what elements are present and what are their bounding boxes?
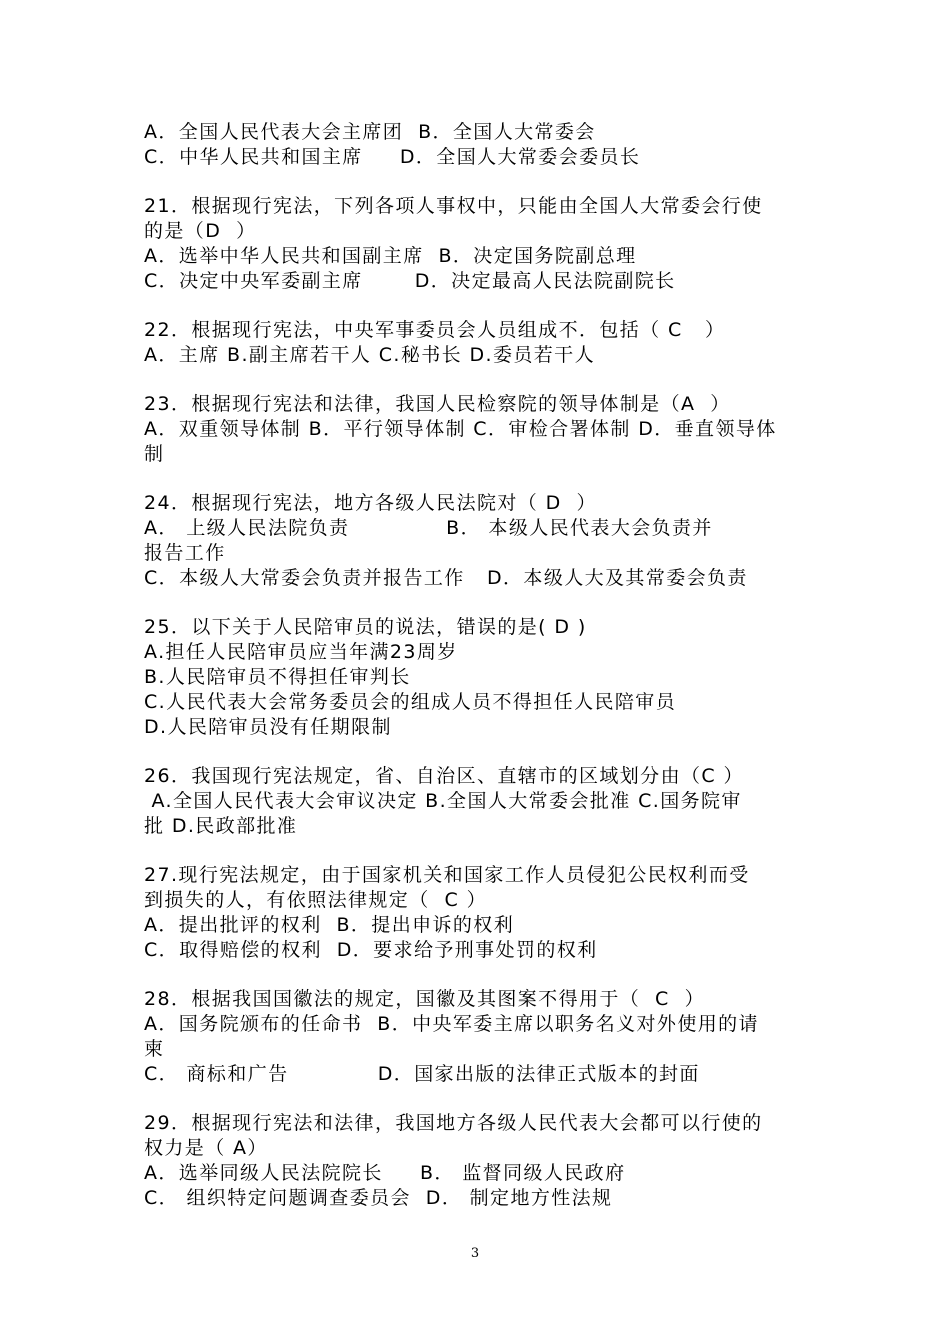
block-spacer [144, 963, 814, 987]
question-block [144, 491, 814, 591]
question-block [144, 863, 814, 963]
text-line: A．双重领导体制 B．平行领导体制 C．审检合署体制 D．垂直领导体 [144, 418, 777, 440]
question-block [144, 318, 814, 368]
text-line: 24．根据现行宪法，地方各级人民法院对（ D ） [144, 492, 597, 514]
text-line: D.人民陪审员没有任期限制 [144, 716, 392, 738]
question-block [144, 764, 814, 839]
text-line: 25．以下关于人民陪审员的说法，错误的是( D ) [144, 616, 587, 638]
question-block [144, 987, 814, 1087]
text-line: 27.现行宪法规定，由于国家机关和国家工作人员侵犯公民权利而受 [144, 864, 750, 886]
text-line: C.人民代表大会常务委员会的组成人员不得担任人民陪审员 [144, 691, 677, 713]
text-line: A．选举中华人民共和国副主席 B．决定国务院副总理 [144, 245, 637, 267]
text-line: 的是（D ） [144, 220, 257, 242]
text-line: 22．根据现行宪法，中央军事委员会人员组成不．包括（ C ） [144, 319, 726, 341]
text-line: 批 D.民政部批准 [144, 815, 298, 837]
text-line: C．取得赔偿的权利 D．要求给予刑事处罚的权利 [144, 939, 598, 961]
text-line: A．选举同级人民法院院长 B． 监督同级人民政府 [144, 1162, 626, 1184]
text-line: C．中华人民共和国主席 D．全国人大常委会委员长 [144, 146, 641, 168]
text-line: 29．根据现行宪法和法律，我国地方各级人民代表大会都可以行使的 [144, 1112, 763, 1134]
text-line: A.全国人民代表大会审议决定 B.全国人大常委会批准 C.国务院审 [144, 790, 742, 812]
block-spacer [144, 1087, 814, 1111]
question-options-block [144, 120, 814, 170]
text-line: A． 上级人民法院负责 B． 本级人民代表大会负责并 [144, 517, 713, 539]
text-line: A.担任人民陪审员应当年满23周岁 [144, 641, 458, 663]
text-line: 制 [144, 443, 165, 465]
text-line: C． 组织特定问题调查委员会 D． 制定地方性法规 [144, 1187, 613, 1209]
text-line: A．全国人民代表大会主席团 B．全国人大常委会 [144, 121, 596, 143]
text-line: C．决定中央军委副主席 D．决定最高人民法院副院长 [144, 270, 676, 292]
question-block [144, 392, 814, 467]
text-line: 到损失的人，有依照法律规定（ C ） [144, 889, 487, 911]
question-block [144, 1111, 814, 1211]
block-spacer [144, 170, 814, 194]
text-line: 23．根据现行宪法和法律，我国人民检察院的领导体制是（A ） [144, 393, 731, 415]
text-line: B.人民陪审员不得担任审判长 [144, 666, 411, 688]
text-line: A．国务院颁布的任命书 B．中央军委主席以职务名义对外使用的请 [144, 1013, 759, 1035]
text-line: 28．根据我国国徽法的规定，国徽及其图案不得用于（ C ） [144, 988, 706, 1010]
block-spacer [144, 740, 814, 764]
block-spacer [144, 839, 814, 863]
text-line: 报告工作 [144, 542, 226, 564]
text-line: 柬 [144, 1038, 165, 1060]
block-spacer [144, 294, 814, 318]
page-number: 3 [470, 1246, 480, 1261]
block-spacer [144, 368, 814, 392]
question-block [144, 615, 814, 740]
text-line: 21．根据现行宪法，下列各项人事权中，只能由全国人大常委会行使 [144, 195, 763, 217]
text-line: C．本级人大常委会负责并报告工作 D．本级人大及其常委会负责 [144, 567, 748, 589]
document-content [144, 120, 814, 1211]
text-line: 26．我国现行宪法规定，省、自治区、直辖市的区域划分由（C ） [144, 765, 744, 787]
block-spacer [144, 591, 814, 615]
text-line: C． 商标和广告 D．国家出版的法律正式版本的封面 [144, 1063, 700, 1085]
text-line: A．提出批评的权利 B．提出申诉的权利 [144, 914, 515, 936]
text-line: 权力是（ A） [144, 1137, 268, 1159]
question-block [144, 194, 814, 294]
block-spacer [144, 467, 814, 491]
text-line: A．主席 B.副主席若干人 C.秘书长 D.委员若干人 [144, 344, 595, 366]
